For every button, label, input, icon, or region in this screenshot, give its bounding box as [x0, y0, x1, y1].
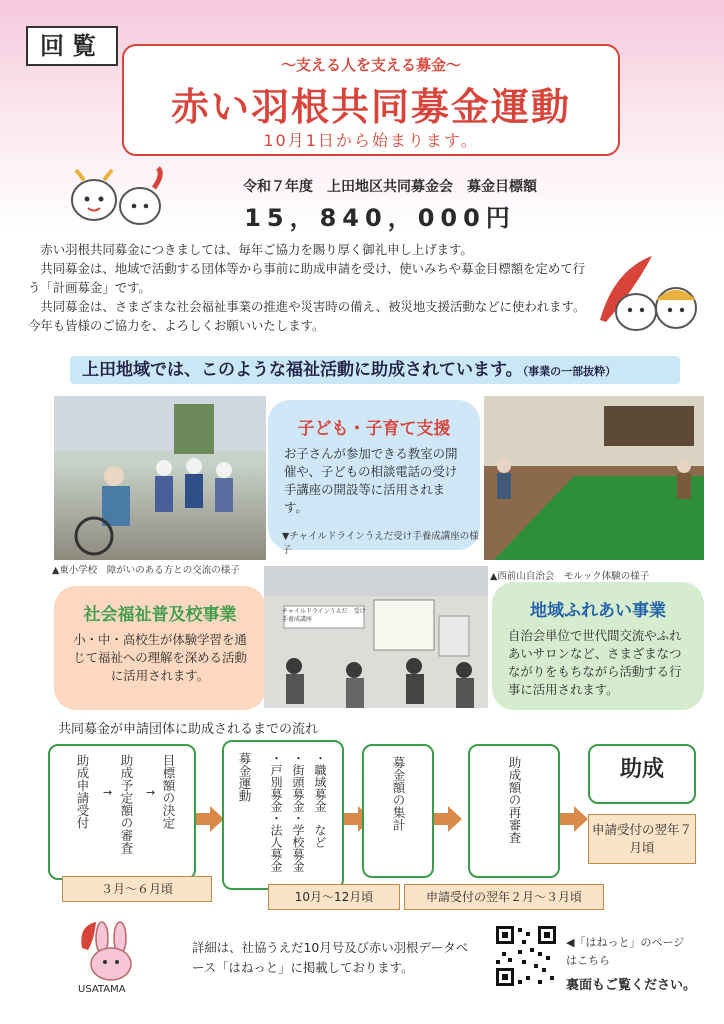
flow-step-application — [48, 744, 196, 880]
flow-step1-col3: 助成申請受付 — [75, 754, 90, 829]
community-caption: ▲西前山自治会 モルック体験の様子 — [490, 571, 650, 582]
subsidy-banner — [70, 356, 680, 384]
lecture-photo — [264, 566, 488, 708]
flow-step2-title: 募金運動 — [237, 752, 252, 802]
flow-step-tally — [362, 744, 434, 878]
community-title: 地域ふれあい事業 — [530, 601, 666, 621]
school-exchange-photo — [54, 396, 266, 560]
flow-step-review — [468, 744, 560, 878]
hanet-link-note: ◀「はねっと」のページはこちら — [566, 936, 685, 967]
goal-amount: 15，840，000円 — [244, 204, 516, 232]
flow-step1-col1: 目標額の決定 — [161, 754, 176, 829]
school-welfare-card — [54, 586, 266, 710]
mascot-feather-icon — [594, 250, 704, 340]
goal-line: 令和７年度 上田地区共同募金会 募金目標額 — [243, 179, 537, 195]
back-side-note: 裏面もご覧ください。 — [566, 978, 697, 993]
period-grant-text: 申請受付の翌年７月頃 — [591, 822, 692, 855]
child-support-title: 子ども・子育て支援 — [297, 419, 451, 439]
intro-text — [28, 240, 588, 335]
community-card — [492, 582, 704, 710]
footer-detail: 詳細は、社協うえだ10月号及び赤い羽根データベース「はねっと」に掲載しております。 — [192, 940, 468, 975]
school-welfare-title: 社会福祉普及校事業 — [83, 605, 237, 625]
subtitle: 〜支える人を支える募金〜 — [280, 56, 461, 74]
flow-arrow-icon — [434, 806, 462, 836]
banner-note: （事業の一部抜粋） — [522, 365, 617, 378]
intro-paragraph: 赤い羽根共同募金につきましては、毎年ご協力を賜り厚く御礼申し上げます。 — [40, 242, 473, 257]
flow-step2-item: ・街頭募金・学校募金 — [291, 752, 305, 872]
title-box — [122, 44, 620, 156]
kairan-label: 回覧 — [26, 26, 118, 66]
mascot-pair-left-icon — [66, 166, 170, 236]
school-welfare-body: 小・中・高校生が体験学習を通じて福祉への理解を深める活動に活用されます。 — [73, 632, 247, 683]
period-grant — [588, 814, 696, 864]
period-campaign: 10月〜12月頃 — [268, 884, 400, 910]
period-application: ３月〜６月頃 — [62, 876, 212, 902]
flow-step2-item: ・職域募金 など — [313, 752, 327, 848]
arrow-icon: → — [146, 786, 156, 799]
mascot-name: USATAMA — [78, 984, 126, 995]
molkky-gym-photo — [484, 396, 704, 560]
flow-step1-col2: 助成予定額の審査 — [119, 754, 134, 854]
qr-code-icon[interactable] — [494, 924, 558, 988]
flow-arrow-icon — [196, 806, 224, 836]
flow-step-grant — [588, 744, 696, 804]
start-date: 10月1日から始まります。 — [263, 131, 479, 150]
flow-arrow-icon — [560, 806, 588, 836]
period-review: 申請受付の翌年２月〜３月頃 — [404, 884, 604, 910]
intro-paragraph: 共同募金は、さまざまな社会福祉事業の推進や災害時の備え、被災地支援活動などに使われます。今年も皆様のご協力を、よろしくお願いいたします。 — [28, 299, 586, 333]
arrow-icon: → — [103, 786, 113, 799]
flow-heading: 共同募金が申請団体に助成されるまでの流れ — [58, 722, 319, 737]
community-body: 自治会単位で世代間交流やふれあいサロンなど、さまざまなつながりをもちながら活動する行事に活用されます。 — [508, 628, 682, 697]
page-title: 赤い羽根共同募金運動 — [170, 85, 571, 129]
flow-step4-text: 助成額の再審査 — [507, 756, 522, 844]
usatama-mascot-icon — [76, 918, 146, 984]
flow-step5-text: 助成 — [619, 757, 664, 782]
school-caption: ▲東小学校 障がいのある方との交流の様子 — [52, 565, 240, 576]
flow-step2-item: ・戸別募金・法人募金 — [269, 752, 283, 872]
intro-paragraph: 共同募金は、地域で活動する団体等から事前に助成申請を受け、使いみちや募金目標額を定めて行う「計画募金」です。 — [28, 261, 586, 295]
lecture-poster-text: チャイルドラインうえだ 受け手養成講座 — [282, 608, 366, 623]
flow-step-campaign — [222, 740, 344, 890]
child-support-body: お子さんが参加できる教室の開催や、子どもの相談電話の受け手講座の開設等に活用されます。 — [284, 446, 458, 515]
flow-step3-text: 募金額の集計 — [391, 756, 406, 831]
child-support-caption: ▼チャイルドラインうえだ受け手養成講座の様子 — [282, 531, 479, 556]
banner-text: 上田地域では、このような福祉活動に助成されています。 — [82, 360, 523, 380]
